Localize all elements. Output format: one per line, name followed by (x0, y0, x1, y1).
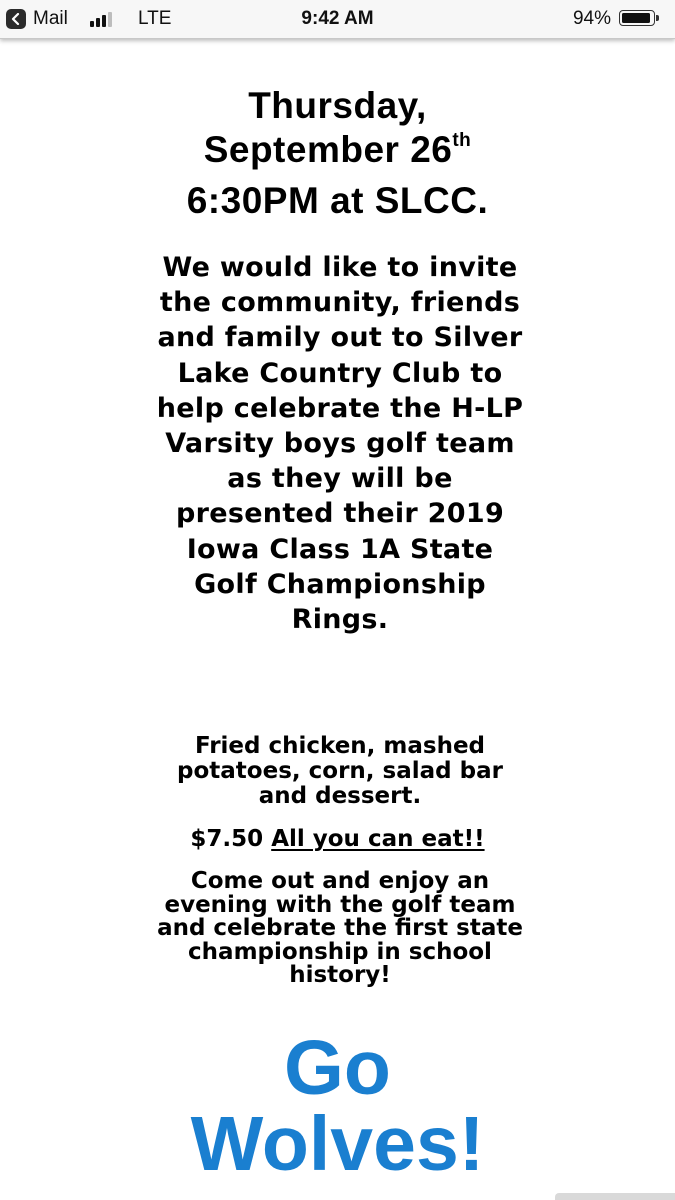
event-date-heading (0, 84, 675, 223)
date-line-time-venue: 6:30PM at SLCC. (186, 180, 489, 221)
back-app-label: Mail (33, 8, 68, 29)
price-line (0, 825, 675, 853)
menu-line: and dessert. (258, 783, 422, 809)
home-indicator (555, 1193, 675, 1200)
invitation-line: Varsity boys golf team (165, 428, 515, 460)
go-wolves-heading (0, 1025, 675, 1187)
invitation-line: help celebrate the H-LP (156, 392, 524, 424)
invitation-line: as they will be (227, 463, 453, 495)
invitation-line: and family out to Silver (157, 322, 523, 354)
invitation-line: presented their 2019 (175, 498, 505, 530)
invitation-line: Iowa Class 1A State (186, 533, 494, 565)
all-you-can-eat-offer: All you can eat!! (271, 826, 485, 852)
menu-paragraph (120, 734, 560, 809)
menu-line: potatoes, corn, salad bar (177, 758, 503, 784)
date-ordinal-suffix: th (452, 130, 472, 151)
menu-line: Fried chicken, mashed (194, 733, 486, 759)
status-time: 9:42 AM (301, 8, 374, 29)
closing-line: championship in school (188, 938, 492, 965)
date-line-day: Thursday, (248, 85, 427, 126)
closing-line: Come out and enjoy an (190, 868, 490, 894)
closing-paragraph (110, 870, 570, 988)
status-bar (0, 0, 675, 39)
invitation-line: Lake Country Club to (177, 357, 503, 389)
price: $7.50 (190, 826, 264, 852)
closing-line: history! (289, 962, 391, 988)
invitation-line: the community, friends (159, 287, 521, 319)
invitation-line: Golf Championship (194, 568, 486, 600)
network-type: LTE (138, 8, 172, 29)
cheer-line-wolves: Wolves! (190, 1101, 485, 1187)
battery-icon (619, 10, 663, 28)
closing-line: and celebrate the first state (157, 915, 523, 941)
battery-body (619, 10, 655, 26)
cheer-line-go: Go (284, 1025, 391, 1111)
invitation-paragraph (110, 250, 570, 637)
invitation-line: We would like to invite (162, 252, 518, 283)
battery-percent: 94% (572, 8, 611, 29)
battery-nub (656, 15, 659, 21)
battery-fill (622, 13, 650, 23)
date-line-month: September 26 (203, 129, 453, 170)
invitation-line: Rings. (291, 604, 389, 636)
closing-line: evening with the golf team (164, 891, 516, 918)
